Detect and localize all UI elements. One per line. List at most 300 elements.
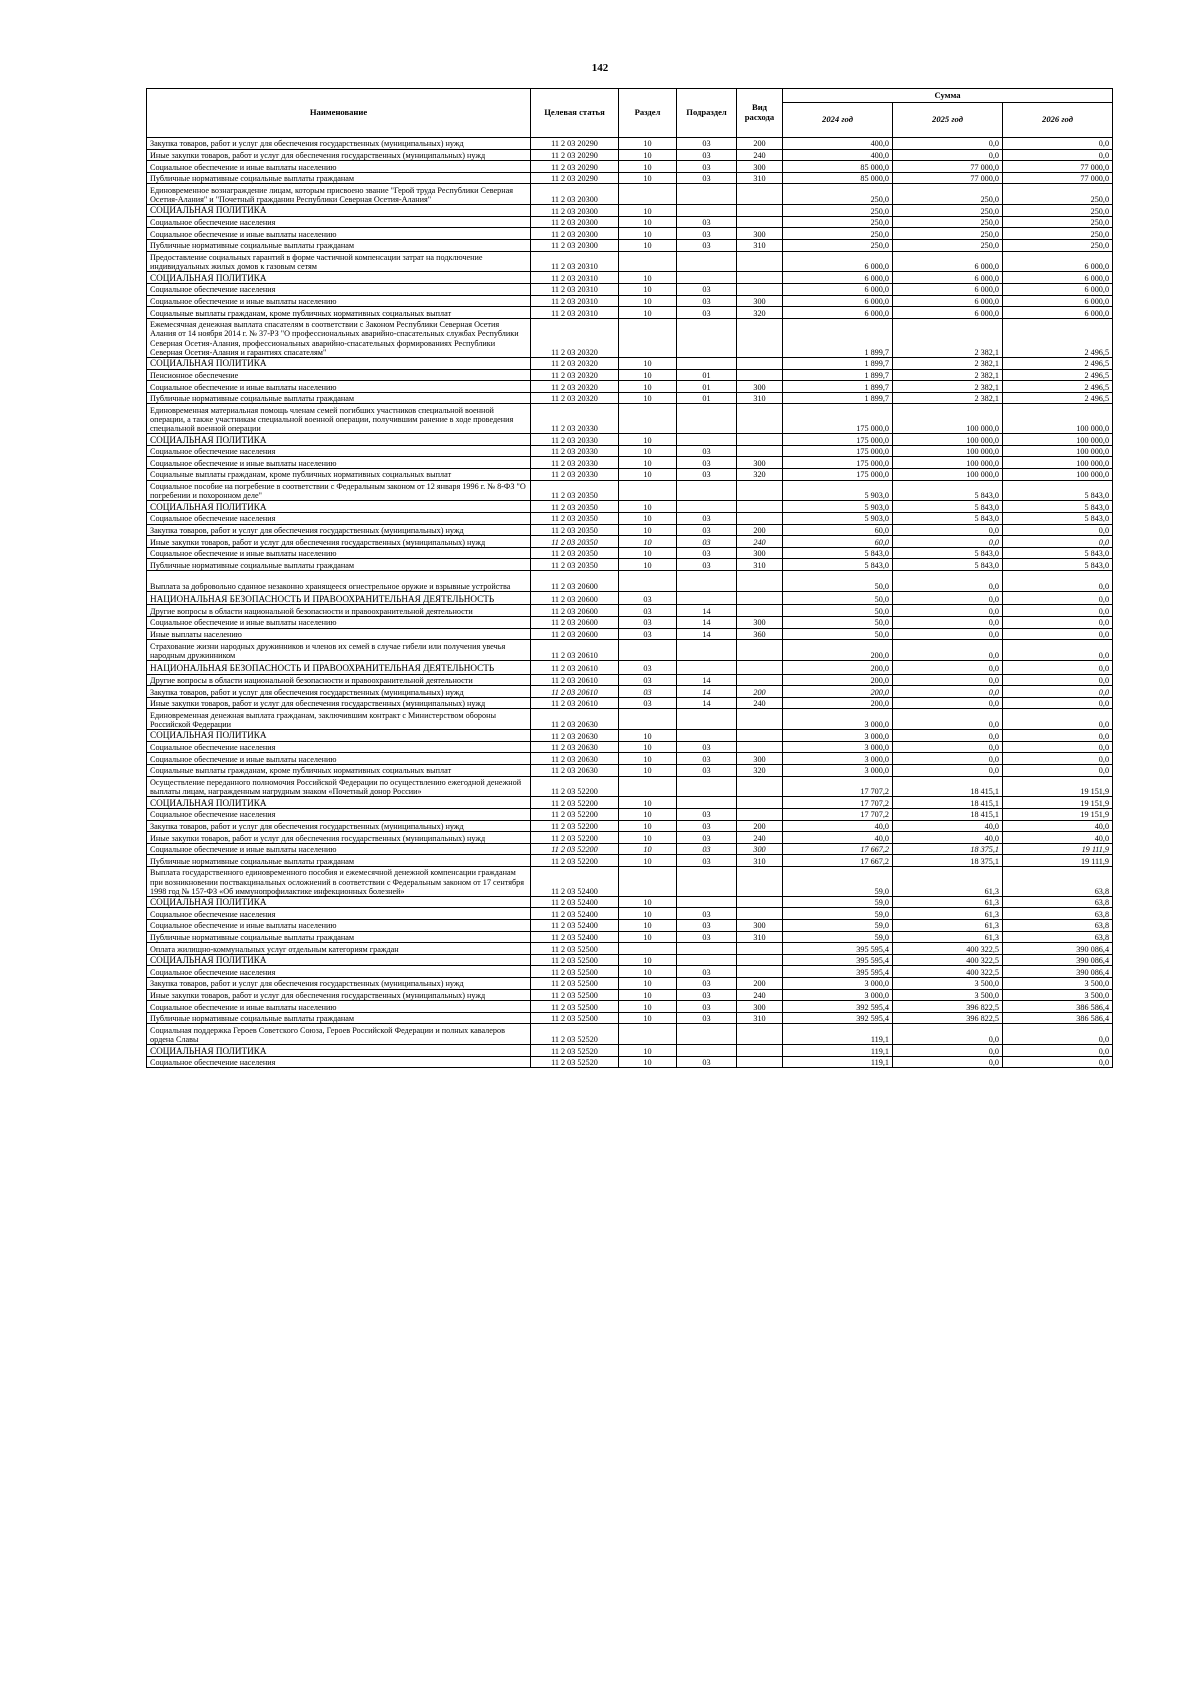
- row-sum-2025: 100 000,0: [893, 469, 1003, 481]
- table-row: [147, 855, 1113, 867]
- row-sum-2026: 0,0: [1003, 730, 1113, 742]
- row-target-article: 11 2 03 52500: [531, 989, 619, 1001]
- table-row: [147, 239, 1113, 251]
- row-target-article: 11 2 03 52400: [531, 908, 619, 920]
- row-subsection: 03: [677, 547, 737, 559]
- row-sum-2024: 5 903,0: [783, 513, 893, 525]
- table-row: [147, 216, 1113, 228]
- row-sum-2025: 250,0: [893, 184, 1003, 205]
- row-expense-type: 300: [737, 295, 783, 307]
- row-target-article: 11 2 03 20300: [531, 184, 619, 205]
- row-target-article: 11 2 03 52200: [531, 776, 619, 797]
- row-section: 10: [619, 989, 677, 1001]
- table-row: [147, 272, 1113, 284]
- row-sum-2025: 6 000,0: [893, 272, 1003, 284]
- table-row: [147, 1056, 1113, 1068]
- row-sum-2026: 250,0: [1003, 184, 1113, 205]
- row-target-article: 11 2 03 52200: [531, 797, 619, 809]
- table-row: [147, 307, 1113, 319]
- row-subsection: 03: [677, 753, 737, 765]
- row-expense-type: 300: [737, 753, 783, 765]
- row-subsection: [677, 434, 737, 446]
- row-subsection: [677, 640, 737, 661]
- row-sum-2024: 200,0: [783, 697, 893, 709]
- row-sum-2025: 18 415,1: [893, 776, 1003, 797]
- row-name: Другие вопросы в области национальной безопасности и правоохранительной деятельности: [147, 674, 531, 686]
- table-row: [147, 404, 1113, 434]
- row-expense-type: [737, 797, 783, 809]
- row-sum-2026: 2 496,5: [1003, 357, 1113, 369]
- row-section: 10: [619, 855, 677, 867]
- row-name: Публичные нормативные социальные выплаты гражданам: [147, 172, 531, 184]
- row-target-article: 11 2 03 20630: [531, 741, 619, 753]
- row-name: Иные закупки товаров, работ и услуг для обеспечения государственных (муниципальных) нужд: [147, 697, 531, 709]
- row-expense-type: 240: [737, 536, 783, 548]
- table-row: [147, 559, 1113, 571]
- row-sum-2024: 50,0: [783, 571, 893, 592]
- table-row: [147, 920, 1113, 932]
- row-target-article: 11 2 03 52520: [531, 1024, 619, 1045]
- row-sum-2025: 0,0: [893, 640, 1003, 661]
- row-sum-2026: 5 843,0: [1003, 480, 1113, 501]
- row-name: Социальное обеспечение населения: [147, 966, 531, 978]
- row-sum-2026: 63,8: [1003, 896, 1113, 908]
- row-subsection: 03: [677, 559, 737, 571]
- row-sum-2024: 6 000,0: [783, 307, 893, 319]
- row-sum-2025: 100 000,0: [893, 457, 1003, 469]
- row-name: Социальное обеспечение и иные выплаты населению: [147, 617, 531, 629]
- row-sum-2026: 5 843,0: [1003, 559, 1113, 571]
- row-expense-type: 310: [737, 392, 783, 404]
- row-subsection: 03: [677, 1001, 737, 1013]
- row-subsection: 03: [677, 820, 737, 832]
- row-target-article: 11 2 03 20610: [531, 660, 619, 674]
- row-expense-type: 300: [737, 547, 783, 559]
- row-sum-2025: 0,0: [893, 591, 1003, 605]
- row-sum-2024: 250,0: [783, 228, 893, 240]
- row-sum-2026: 19 151,9: [1003, 808, 1113, 820]
- row-expense-type: [737, 184, 783, 205]
- row-sum-2026: 100 000,0: [1003, 469, 1113, 481]
- row-subsection: [677, 251, 737, 272]
- row-sum-2024: 40,0: [783, 820, 893, 832]
- row-subsection: 03: [677, 228, 737, 240]
- row-sum-2024: 3 000,0: [783, 753, 893, 765]
- row-expense-type: [737, 709, 783, 730]
- row-sum-2025: 250,0: [893, 216, 1003, 228]
- row-expense-type: 320: [737, 764, 783, 776]
- row-section: 10: [619, 753, 677, 765]
- row-section: 10: [619, 1001, 677, 1013]
- row-target-article: 11 2 03 52500: [531, 978, 619, 990]
- row-target-article: 11 2 03 20320: [531, 369, 619, 381]
- row-sum-2025: 18 415,1: [893, 808, 1003, 820]
- row-expense-type: 300: [737, 843, 783, 855]
- header-section: Раздел: [619, 89, 677, 138]
- row-sum-2024: 17 667,2: [783, 855, 893, 867]
- row-expense-type: 300: [737, 457, 783, 469]
- row-sum-2025: 100 000,0: [893, 404, 1003, 434]
- header-year-2024: 2024 год: [783, 103, 893, 138]
- row-name: Выплата за добровольно сданное незаконно хранящееся огнестрельное оружие и взрывные устройства: [147, 571, 531, 592]
- row-expense-type: [737, 251, 783, 272]
- row-target-article: 11 2 03 20320: [531, 357, 619, 369]
- row-sum-2024: 3 000,0: [783, 764, 893, 776]
- row-expense-type: 200: [737, 686, 783, 698]
- table-row: [147, 660, 1113, 674]
- row-expense-type: 200: [737, 978, 783, 990]
- table-row: [147, 741, 1113, 753]
- row-sum-2024: 17 707,2: [783, 797, 893, 809]
- row-target-article: 11 2 03 20310: [531, 283, 619, 295]
- row-sum-2026: 40,0: [1003, 820, 1113, 832]
- row-sum-2026: 0,0: [1003, 674, 1113, 686]
- row-sum-2026: 100 000,0: [1003, 434, 1113, 446]
- row-sum-2024: 175 000,0: [783, 404, 893, 434]
- table-row: [147, 674, 1113, 686]
- row-sum-2024: 200,0: [783, 640, 893, 661]
- row-target-article: 11 2 03 20630: [531, 753, 619, 765]
- row-target-article: 11 2 03 20330: [531, 434, 619, 446]
- row-expense-type: 300: [737, 161, 783, 173]
- row-sum-2025: 0,0: [893, 686, 1003, 698]
- row-target-article: 11 2 03 52200: [531, 855, 619, 867]
- row-sum-2026: 63,8: [1003, 866, 1113, 896]
- row-target-article: 11 2 03 20610: [531, 686, 619, 698]
- row-sum-2024: 50,0: [783, 605, 893, 617]
- row-target-article: 11 2 03 52500: [531, 1001, 619, 1013]
- row-name: Иные выплаты населению: [147, 628, 531, 640]
- row-section: 10: [619, 457, 677, 469]
- row-target-article: 11 2 03 52500: [531, 954, 619, 966]
- row-expense-type: 240: [737, 832, 783, 844]
- row-sum-2025: 0,0: [893, 764, 1003, 776]
- row-expense-type: 240: [737, 697, 783, 709]
- row-expense-type: [737, 808, 783, 820]
- row-section: 10: [619, 501, 677, 513]
- row-target-article: 11 2 03 20600: [531, 617, 619, 629]
- row-subsection: [677, 954, 737, 966]
- row-expense-type: 310: [737, 172, 783, 184]
- row-sum-2025: 0,0: [893, 524, 1003, 536]
- table-row: [147, 1012, 1113, 1024]
- row-sum-2025: 0,0: [893, 741, 1003, 753]
- row-name: СОЦИАЛЬНАЯ ПОЛИТИКА: [147, 1045, 531, 1057]
- table-row: [147, 138, 1113, 150]
- row-subsection: 03: [677, 764, 737, 776]
- row-expense-type: 310: [737, 931, 783, 943]
- row-sum-2026: 250,0: [1003, 205, 1113, 217]
- row-sum-2026: 386 586,4: [1003, 1001, 1113, 1013]
- row-expense-type: 320: [737, 469, 783, 481]
- table-row: [147, 318, 1113, 357]
- row-sum-2024: 200,0: [783, 686, 893, 698]
- row-section: 10: [619, 239, 677, 251]
- row-target-article: 11 2 03 20330: [531, 404, 619, 434]
- row-section: 10: [619, 908, 677, 920]
- table-row: [147, 686, 1113, 698]
- row-sum-2025: 396 822,5: [893, 1012, 1003, 1024]
- row-expense-type: [737, 591, 783, 605]
- row-name: Публичные нормативные социальные выплаты гражданам: [147, 239, 531, 251]
- row-section: 10: [619, 434, 677, 446]
- row-subsection: 03: [677, 172, 737, 184]
- row-target-article: 11 2 03 52500: [531, 966, 619, 978]
- row-expense-type: [737, 434, 783, 446]
- table-row: [147, 392, 1113, 404]
- table-row: [147, 184, 1113, 205]
- row-sum-2026: 386 586,4: [1003, 1012, 1113, 1024]
- table-row: [147, 753, 1113, 765]
- row-name: Иные закупки товаров, работ и услуг для обеспечения государственных (муниципальных) нужд: [147, 536, 531, 548]
- row-target-article: 11 2 03 20350: [531, 524, 619, 536]
- row-name: СОЦИАЛЬНАЯ ПОЛИТИКА: [147, 730, 531, 742]
- row-sum-2025: 18 415,1: [893, 797, 1003, 809]
- row-sum-2026: 2 496,5: [1003, 318, 1113, 357]
- header-expense-type: Вид расхода: [737, 89, 783, 138]
- row-name: Предоставление социальных гарантий в форме частичной компенсации затрат на подключение индивидуальных жилых домов к газовым сетям: [147, 251, 531, 272]
- table-row: [147, 628, 1113, 640]
- row-sum-2025: 0,0: [893, 628, 1003, 640]
- row-name: Публичные нормативные социальные выплаты гражданам: [147, 1012, 531, 1024]
- row-section: [619, 943, 677, 955]
- row-sum-2025: 40,0: [893, 820, 1003, 832]
- row-section: 03: [619, 697, 677, 709]
- row-sum-2025: 0,0: [893, 730, 1003, 742]
- row-sum-2025: 400 322,5: [893, 954, 1003, 966]
- row-section: 10: [619, 369, 677, 381]
- row-name: Социальная поддержка Героев Советского Союза, Героев Российской Федерации и полных кавалеров ордена Славы: [147, 1024, 531, 1045]
- row-target-article: 11 2 03 52400: [531, 931, 619, 943]
- table-row: [147, 381, 1113, 393]
- row-subsection: 03: [677, 524, 737, 536]
- row-target-article: 11 2 03 52500: [531, 1012, 619, 1024]
- row-sum-2024: 200,0: [783, 660, 893, 674]
- row-subsection: [677, 272, 737, 284]
- row-expense-type: [737, 674, 783, 686]
- row-sum-2024: 59,0: [783, 931, 893, 943]
- row-section: 03: [619, 660, 677, 674]
- row-expense-type: [737, 369, 783, 381]
- row-sum-2024: 6 000,0: [783, 283, 893, 295]
- row-sum-2025: 5 843,0: [893, 559, 1003, 571]
- row-sum-2025: 400 322,5: [893, 966, 1003, 978]
- row-sum-2024: 1 899,7: [783, 357, 893, 369]
- row-subsection: 03: [677, 149, 737, 161]
- row-sum-2025: 0,0: [893, 149, 1003, 161]
- row-expense-type: 240: [737, 149, 783, 161]
- row-target-article: 11 2 03 20300: [531, 239, 619, 251]
- row-sum-2024: 59,0: [783, 896, 893, 908]
- row-sum-2024: 3 000,0: [783, 989, 893, 1001]
- row-sum-2026: 100 000,0: [1003, 445, 1113, 457]
- row-expense-type: 200: [737, 820, 783, 832]
- row-sum-2026: 250,0: [1003, 228, 1113, 240]
- row-subsection: 14: [677, 628, 737, 640]
- row-expense-type: [737, 404, 783, 434]
- row-subsection: 03: [677, 457, 737, 469]
- row-expense-type: 240: [737, 989, 783, 1001]
- row-subsection: [677, 501, 737, 513]
- row-sum-2026: 0,0: [1003, 591, 1113, 605]
- row-sum-2026: 6 000,0: [1003, 295, 1113, 307]
- row-name: СОЦИАЛЬНАЯ ПОЛИТИКА: [147, 896, 531, 908]
- row-section: 10: [619, 797, 677, 809]
- row-sum-2024: 1 899,7: [783, 318, 893, 357]
- row-expense-type: [737, 943, 783, 955]
- row-sum-2025: 250,0: [893, 239, 1003, 251]
- row-expense-type: [737, 640, 783, 661]
- header-name: Наименование: [147, 89, 531, 138]
- row-expense-type: [737, 318, 783, 357]
- table-row: [147, 251, 1113, 272]
- row-subsection: [677, 184, 737, 205]
- row-name: Иные закупки товаров, работ и услуг для обеспечения государственных (муниципальных) нужд: [147, 149, 531, 161]
- row-sum-2025: 6 000,0: [893, 283, 1003, 295]
- row-sum-2026: 2 496,5: [1003, 381, 1113, 393]
- table-row: [147, 808, 1113, 820]
- row-target-article: 11 2 03 20350: [531, 513, 619, 525]
- table-row: [147, 989, 1113, 1001]
- row-sum-2026: 63,8: [1003, 920, 1113, 932]
- row-name: СОЦИАЛЬНАЯ ПОЛИТИКА: [147, 797, 531, 809]
- row-name: Закупка товаров, работ и услуг для обеспечения государственных (муниципальных) нужд: [147, 138, 531, 150]
- row-section: [619, 709, 677, 730]
- row-target-article: 11 2 03 20330: [531, 469, 619, 481]
- row-target-article: 11 2 03 52200: [531, 820, 619, 832]
- row-target-article: 11 2 03 20350: [531, 480, 619, 501]
- row-expense-type: 360: [737, 628, 783, 640]
- row-target-article: 11 2 03 20600: [531, 605, 619, 617]
- row-target-article: 11 2 03 20630: [531, 730, 619, 742]
- row-target-article: 11 2 03 20600: [531, 591, 619, 605]
- row-target-article: 11 2 03 20300: [531, 228, 619, 240]
- table-row: [147, 730, 1113, 742]
- row-name: Единовременная денежная выплата гражданам, заключившим контракт с Министерством обороны Российской Федерации: [147, 709, 531, 730]
- row-sum-2026: 6 000,0: [1003, 283, 1113, 295]
- row-name: Социальное обеспечение населения: [147, 513, 531, 525]
- row-subsection: [677, 1045, 737, 1057]
- row-sum-2025: 5 843,0: [893, 547, 1003, 559]
- row-expense-type: 310: [737, 239, 783, 251]
- table-row: [147, 709, 1113, 730]
- row-sum-2026: 0,0: [1003, 138, 1113, 150]
- row-sum-2024: 119,1: [783, 1045, 893, 1057]
- table-body: [147, 138, 1113, 1068]
- row-sum-2026: 0,0: [1003, 709, 1113, 730]
- table-row: [147, 617, 1113, 629]
- row-target-article: 11 2 03 20320: [531, 381, 619, 393]
- row-sum-2024: 59,0: [783, 920, 893, 932]
- table-row: [147, 640, 1113, 661]
- row-sum-2024: 1 899,7: [783, 369, 893, 381]
- row-section: 10: [619, 730, 677, 742]
- row-sum-2025: 0,0: [893, 536, 1003, 548]
- row-sum-2024: 5 843,0: [783, 559, 893, 571]
- row-target-article: 11 2 03 20350: [531, 536, 619, 548]
- row-section: 10: [619, 469, 677, 481]
- row-section: 10: [619, 741, 677, 753]
- row-subsection: 03: [677, 307, 737, 319]
- row-sum-2026: 0,0: [1003, 686, 1113, 698]
- row-sum-2025: 396 822,5: [893, 1001, 1003, 1013]
- row-subsection: 03: [677, 978, 737, 990]
- row-sum-2025: 61,3: [893, 866, 1003, 896]
- row-section: 10: [619, 978, 677, 990]
- row-sum-2025: 18 375,1: [893, 855, 1003, 867]
- row-sum-2026: 19 111,9: [1003, 843, 1113, 855]
- row-sum-2024: 17 707,2: [783, 776, 893, 797]
- row-expense-type: 310: [737, 1012, 783, 1024]
- table-row: [147, 820, 1113, 832]
- table-row: [147, 357, 1113, 369]
- row-sum-2025: 100 000,0: [893, 434, 1003, 446]
- row-sum-2026: 6 000,0: [1003, 307, 1113, 319]
- row-target-article: 11 2 03 20350: [531, 501, 619, 513]
- row-target-article: 11 2 03 52520: [531, 1056, 619, 1068]
- table-row: [147, 445, 1113, 457]
- row-sum-2024: 59,0: [783, 866, 893, 896]
- row-sum-2024: 40,0: [783, 832, 893, 844]
- row-name: Социальное обеспечение и иные выплаты населению: [147, 457, 531, 469]
- row-target-article: 11 2 03 20350: [531, 559, 619, 571]
- row-target-article: 11 2 03 52400: [531, 866, 619, 896]
- header-sum: Сумма: [783, 89, 1113, 103]
- header-year-2025: 2025 год: [893, 103, 1003, 138]
- row-target-article: 11 2 03 20350: [531, 547, 619, 559]
- row-subsection: 03: [677, 161, 737, 173]
- row-sum-2024: 3 000,0: [783, 730, 893, 742]
- row-target-article: 11 2 03 52200: [531, 808, 619, 820]
- row-subsection: 03: [677, 295, 737, 307]
- row-section: 10: [619, 138, 677, 150]
- header-subsection: Подраздел: [677, 89, 737, 138]
- row-expense-type: [737, 908, 783, 920]
- row-name: Социальное обеспечение населения: [147, 908, 531, 920]
- row-subsection: 14: [677, 605, 737, 617]
- row-name: Закупка товаров, работ и услуг для обеспечения государственных (муниципальных) нужд: [147, 820, 531, 832]
- row-expense-type: 300: [737, 228, 783, 240]
- row-expense-type: [737, 480, 783, 501]
- table-row: [147, 571, 1113, 592]
- row-sum-2026: 5 843,0: [1003, 547, 1113, 559]
- row-section: [619, 480, 677, 501]
- row-expense-type: 320: [737, 307, 783, 319]
- row-subsection: 14: [677, 617, 737, 629]
- row-name: СОЦИАЛЬНАЯ ПОЛИТИКА: [147, 272, 531, 284]
- row-sum-2025: 0,0: [893, 1045, 1003, 1057]
- row-section: 10: [619, 216, 677, 228]
- row-sum-2025: 5 843,0: [893, 513, 1003, 525]
- row-section: 10: [619, 820, 677, 832]
- row-target-article: 11 2 03 20320: [531, 392, 619, 404]
- row-section: [619, 184, 677, 205]
- row-sum-2024: 200,0: [783, 674, 893, 686]
- row-section: 03: [619, 617, 677, 629]
- table-row: [147, 764, 1113, 776]
- row-section: [619, 866, 677, 896]
- row-subsection: 03: [677, 920, 737, 932]
- row-target-article: 11 2 03 20310: [531, 295, 619, 307]
- row-sum-2026: 3 500,0: [1003, 978, 1113, 990]
- row-name: Оплата жилищно-коммунальных услуг отдельным категориям граждан: [147, 943, 531, 955]
- row-subsection: [677, 730, 737, 742]
- row-name: Социальное пособие на погребение в соответствии с Федеральным законом от 12 января 1996 г. № 8-ФЗ "О погребении и похоронном деле": [147, 480, 531, 501]
- row-sum-2025: 250,0: [893, 205, 1003, 217]
- row-target-article: 11 2 03 20300: [531, 216, 619, 228]
- row-name: Социальные выплаты гражданам, кроме публичных нормативных социальных выплат: [147, 764, 531, 776]
- row-name: Социальное обеспечение населения: [147, 808, 531, 820]
